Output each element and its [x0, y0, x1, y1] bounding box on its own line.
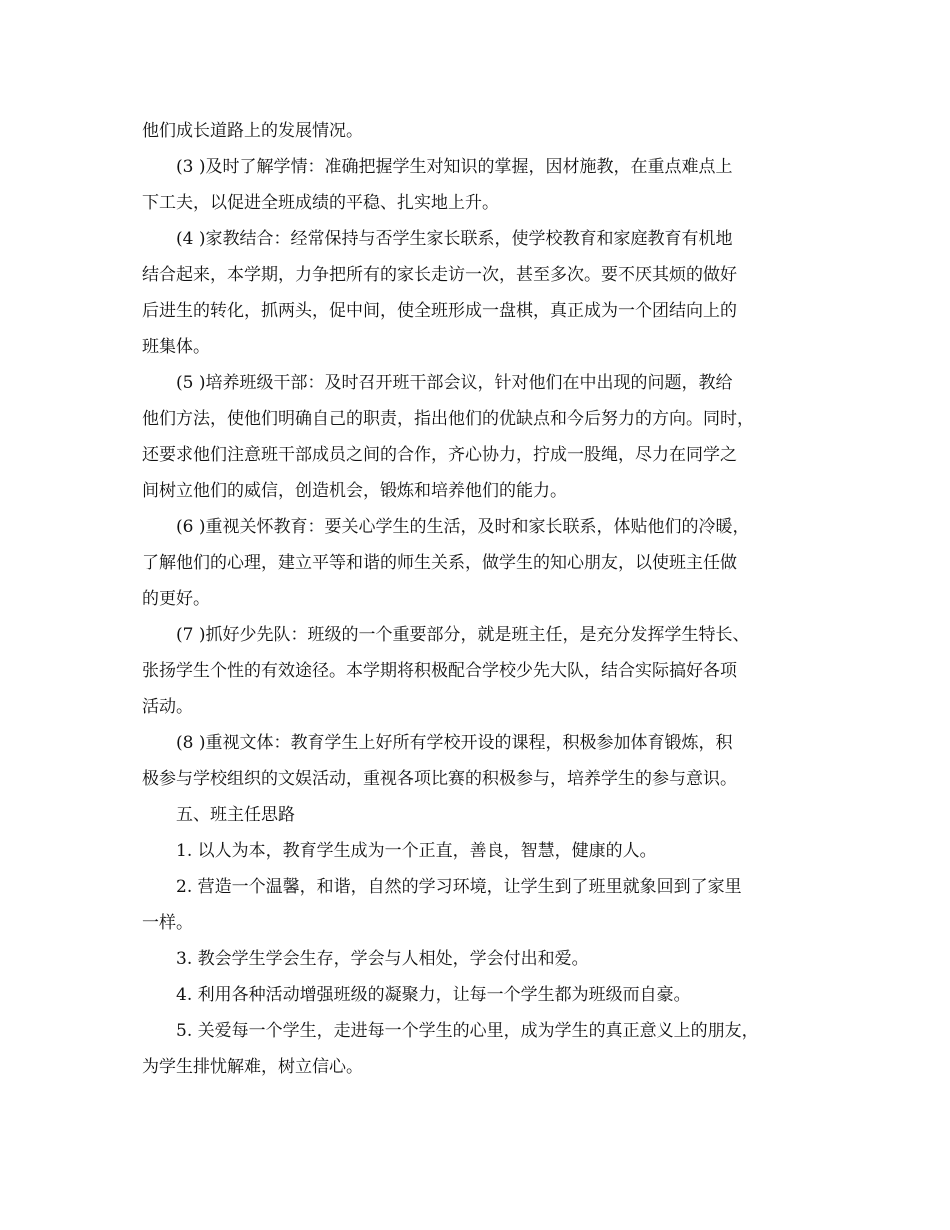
text-line: 他们方法，使他们明确自己的职责，指出他们的优缺点和今后努力的方向。同时， — [142, 409, 754, 429]
paragraph-item-6 — [142, 509, 810, 617]
paragraph-item-5 — [142, 365, 810, 509]
list-item-3 — [142, 941, 810, 977]
text-line: (5 )培养班级干部：及时召开班干部会议，针对他们在中出现的问题，教给 — [176, 373, 733, 393]
text-line: 张扬学生个性的有效途径。本学期将积极配合学校少先大队，结合实际搞好各项 — [142, 661, 737, 681]
text-line: 下工夫，以促进全班成绩的平稳、扎实地上升。 — [142, 193, 499, 213]
text-line: (7 )抓好少先队：班级的一个重要部分，就是班主任，是充分发挥学生特长、 — [176, 625, 750, 645]
list-item-1 — [142, 833, 810, 869]
text-line: 还要求他们注意班干部成员之间的合作，齐心协力，拧成一股绳，尽力在同学之 — [142, 445, 737, 465]
paragraph-item-3 — [142, 149, 810, 221]
text-line: 活动。 — [142, 697, 193, 717]
document-body — [142, 113, 810, 1085]
text-line: 为学生排忧解难，树立信心。 — [142, 1057, 363, 1077]
text-line: (6 )重视关怀教育：要关心学生的生活，及时和家长联系，体贴他们的冷暖， — [176, 517, 750, 537]
list-item-2 — [142, 869, 810, 941]
text-line: (3 )及时了解学情：准确把握学生对知识的掌握，因材施教，在重点难点上 — [176, 157, 733, 177]
text-line: 他们成长道路上的发展情况。 — [142, 121, 363, 141]
paragraph-item-7 — [142, 617, 810, 725]
text-line: 一样。 — [142, 913, 193, 933]
text-line: (8 )重视文体：教育学生上好所有学校开设的课程，积极参加体育锻炼，积 — [176, 733, 733, 753]
text-line: 五、班主任思路 — [176, 805, 295, 825]
text-line: 班集体。 — [142, 337, 210, 357]
text-line: 后进生的转化，抓两头，促中间，使全班形成一盘棋，真正成为一个团结向上的 — [142, 301, 737, 321]
text-line: 5. 关爱每一个学生，走进每一个学生的心里，成为学生的真正意义上的朋友， — [176, 1021, 759, 1041]
section-heading-5 — [142, 797, 810, 833]
text-line: 极参与学校组织的文娱活动，重视各项比赛的积极参与，培养学生的参与意识。 — [142, 769, 737, 789]
paragraph-item-4 — [142, 221, 810, 365]
text-line: 结合起来，本学期，力争把所有的家长走访一次，甚至多次。要不厌其烦的做好 — [142, 265, 737, 285]
paragraph-item-8 — [142, 725, 810, 797]
text-line: 间树立他们的威信，创造机会，锻炼和培养他们的能力。 — [142, 481, 567, 501]
list-item-4 — [142, 977, 810, 1013]
text-line: 4. 利用各种活动增强班级的凝聚力，让每一个学生都为班级而自豪。 — [176, 985, 691, 1005]
text-line: (4 )家教结合：经常保持与否学生家长联系，使学校教育和家庭教育有机地 — [176, 229, 733, 249]
text-line: 的更好。 — [142, 589, 210, 609]
text-line: 了解他们的心理，建立平等和谐的师生关系，做学生的知心朋友，以使班主任做 — [142, 553, 737, 573]
paragraph-continuation — [142, 113, 810, 149]
text-line: 1. 以人为本，教育学生成为一个正直，善良，智慧，健康的人。 — [176, 841, 657, 861]
text-line: 2. 营造一个温馨，和谐，自然的学习环境，让学生到了班里就象回到了家里 — [176, 877, 742, 897]
text-line: 3. 教会学生学会生存，学会与人相处，学会付出和爱。 — [176, 949, 589, 969]
list-item-5 — [142, 1013, 810, 1085]
